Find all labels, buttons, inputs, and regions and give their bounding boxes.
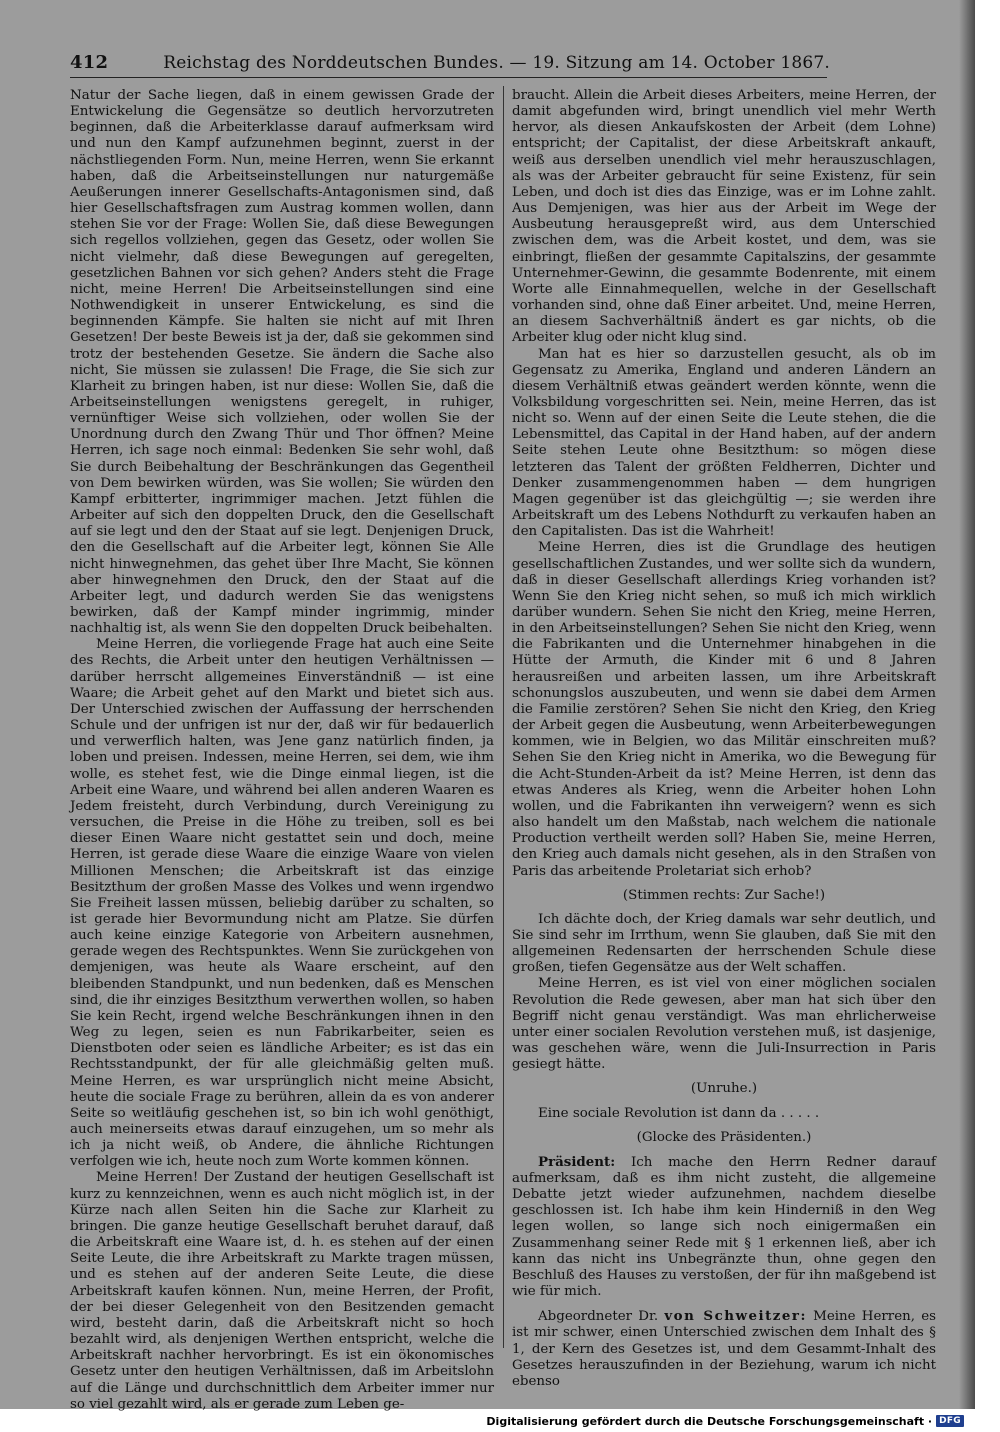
interjection: (Glocke des Präsidenten.) xyxy=(636,1129,812,1145)
paragraph: Natur der Sache liegen, daß in einem gewissen Grade der Entwickelung die Gegensätze so deutlich hervorzutreten beginnen, daß die Arbeiterklasse darauf aufmerksam wird und nun den Kampf aufzunehmen beginnt, zuerst in der nächstliegenden Form. Nun, meine Herren, wenn Sie erkannt haben, daß die Arbeitseinstellungen nur naturgemäße Aeußerungen innerer Gesellschafts-Antagonismen sind, daß hier Gesellschaftsfragen zum Austrag kommen wollen, dann stehen Sie vor der Frage: Wollen Sie, daß diese Bewegungen sich regellos vollziehen, gegen das Gesetz, oder wollen Sie nicht vielmehr, daß diese Bewegungen auf geregelten, gesetzlichen Bahnen vor sich gehen? Anders steht die Frage nicht, meine Herren! Die Arbeitseinstellungen sind eine Nothwendigkeit in unserer Entwickelung, es sind die beginnenden Kämpfe. Sie halten sie nicht auf mit Ihren Gesetzen! Der beste Beweis ist ja der, daß sie gekommen sind trotz der bestehenden Gesetze. Sie ändern die Sache also nicht, Sie müssen sie zulassen! Die Frage, die Sie sich zur Klarheit zu bringen haben, ist nur diese: Wollen Sie, daß die Arbeitseinstellungen wenigstens geregelt, in ruhiger, vernünftiger Weise sich vollziehen, oder wollen Sie der Unordnung durch den Zwang Thür und Thor öffnen? Meine Herren, ich sage noch einmal: Bedenken Sie sehr wohl, daß Sie durch Beibehaltung der Beschränkungen das Gegentheil von Dem bewirken würden, was Sie wollen; Sie würden den Kampf erbitterter, ingrimmiger machen. Jetzt fühlen die Arbeiter auf sich den doppelten Druck, den die Gesellschaft auf sie legt und den der Staat auf sie legt. Denjenigen Druck, den die Gesellschaft auf die Arbeiter legt, können Sie Alle nicht hinwegnehmen, das gehet über Ihre Macht, Sie können aber hinwegnehmen den Druck, den der Staat auf die Arbeiter legt, und dadurch werden Sie das wenigstens bewirken, daß der Kampf minder ingrimmig, minder nachhaltig ist, als wenn Sie den doppelten Druck beibehalten. xyxy=(70,88,494,637)
paragraph: Meine Herren, dies ist die Grundlage des heutigen gesellschaftlichen Zustandes, und wer sollte sich da wundern, daß in dieser Gesellschaft allerdings Krieg vorhanden ist? Wenn Sie den Krieg nicht sehen, so muß ich mich wirklich darüber wundern. Sehen Sie nicht den Krieg, meine Herren, in den Arbeitseinstellungen? Sehen Sie nicht den Krieg, wenn die Fabrikanten und die Unternehmer hinabgehen in die Hütte der Armuth, die Kinder mit 6 und 8 Jahren herausreißen und arbeiten lassen, um ihre Arbeitskraft schonungslos auszubeuten, und wenn sie dabei dem Armen die Familie zerstören? Sehen Sie nicht den Krieg, den Krieg der Arbeit gegen die Ausbeutung, wenn Arbeiterbewegungen kommen, wie in Belgien, wo das Militär einschreiten muß? Sehen Sie den Krieg nicht in Amerika, wo die Bewegung für die Acht-Stunden-Arbeit da ist? Meine Herren, ist denn das etwas Anderes als Krieg, wenn die Arbeiter hohen Lohn wollen, und die Fabrikanten ihn verweigern? wenn es sich also handelt um den Maßstab, nach welchem die nationale Production vertheilt werden soll? Haben Sie, meine Herren, den Krieg auch damals nicht gesehen, als in den Straßen von Paris das arbeitende Proletariat sich erhob? xyxy=(512,540,936,879)
paragraph: Man hat es hier so darzustellen gesucht, als ob im Gegensatz zu Amerika, England und anderen Ländern an diesem Verhältniß etwas geändert werden könnte, wenn die Volksbildung vorgeschritten sei. Nein, meine Herren, das ist nicht so. Wenn auf der einen Seite die Leute stehen, die die Lebensmittel, das Capital in der Hand haben, auf der andern Seite stehen Leute ohne Besitzthum: so mögen diese letzteren das Talent der größten Feldherren, Dichter und Denker zusammengenommen haben — dem hungrigen Magen gegenüber ist das gleichgültig —; sie werden ihre Arbeitskraft um des Lebens Nothdurft zu verkaufen haben an den Capitalisten. Das ist die Wahrheit! xyxy=(512,346,936,540)
interjection: (Stimmen rechts: Zur Sache!) xyxy=(622,887,826,903)
speaker-label: Präsident: xyxy=(538,1153,616,1170)
column-rule xyxy=(503,86,504,1348)
interjection: (Unruhe.) xyxy=(690,1081,758,1097)
paragraph: Meine Herren, die vorliegende Frage hat auch eine Seite des Rechts, die Arbeit unter den heutigen Verhältnissen — darüber herrscht allgemeines Einverständniß — ist eine Waare; die Arbeit gehet auf den Markt und bietet sich aus. Der Unterschied zwischen der Auffassung der herrschenden Schule und der unfrigen ist nur der, daß wir für bedauerlich und verwerflich halten, was Jene ganz natürlich finden, ja loben und preisen. Indessen, meine Herren, sei dem, wie ihm wolle, es stehet fest, wie die Dinge einmal liegen, ist die Arbeit eine Waare, und während bei allen anderen Waaren es Jedem freisteht, durch Verbindung, durch Vereinigung zu versuchen, die Preise in die Höhe zu treiben, soll es bei dieser Einen Waare nicht gestattet sein und doch, meine Herren, ist gerade diese Waare die einzige Waare von vielen Millionen Menschen; die Arbeitskraft ist das einzige Besitzthum der großen Masse des Volkes und wenn irgendwo Sie Freiheit lassen müssen, beliebig darüber zu schalten, so ist gerade hier Bevormundung nicht am Platze. Sie dürfen auch keine einzige Kategorie von Arbeitern ausnehmen, gerade wegen des Rechtspunktes. Wenn Sie zurückgehen von demjenigen, was heute als Waare erscheint, auf den bleibenden Standpunkt, und nun bedenken, daß es Menschen sind, die ihr einziges Besitzthum verwerthen wollen, so haben Sie kein Recht, irgend welche Beschränkungen ihnen in den Weg zu legen, seien es nun Fabrikarbeiter, seien es Dienstboten oder seien es ländliche Arbeiter; es ist das ein Rechtsstandpunkt, der für alle gleichmäßig gelten muß. Meine Herren, es war ursprünglich nicht meine Absicht, heute die sociale Frage zu berühren, allein da es von anderer Seite so weitläufig geschehen ist, so bin ich wohl genöthigt, auch meinerseits etwas darauf einzugehen, um so mehr als ich ja nicht weiß, ob Andere, die ähnliche Richtungen verfolgen wie ich, heute noch zum Worte kommen können. xyxy=(70,637,494,1170)
right-column xyxy=(512,88,936,1389)
statement-text: Ich mache den Herrn Redner darauf aufmerksam, daß es ihm nicht zusteht, die allgemeine Debatte jetzt wieder aufzunehmen, nachdem dieselbe geschlossen ist. Ich habe ihm kein Hinderniß in den Weg legen wollen, so lange sich noch einigermaßen ein Zusammenhang seiner Rede mit § 1 erkennen ließ, aber ich kann das nicht ins Unbegränzte thun, ohne gegen den Beschluß des Hauses zu verstoßen, der für ihn maßgebend ist wie für mich. xyxy=(512,1154,936,1300)
header-title: Reichstag des Norddeutschen Bundes. — 19. Sitzung am 14. October 1867. xyxy=(163,53,830,73)
statement-text: Meine Herren, es ist mir schwer, einen Unterschied zwischen dem Inhalt des § 1, der Kern des Gesetzes ist, und dem Gesammt-Inhalt des Gesetzes herauszufinden in der Beziehung, warum ich nicht ebenso xyxy=(512,1309,936,1389)
speaker-name: von Schweitzer: xyxy=(664,1308,807,1325)
left-column xyxy=(70,88,494,1412)
president-statement xyxy=(512,1154,936,1300)
speaker-prefix: Abgeordneter Dr. xyxy=(538,1309,659,1325)
paragraph: Meine Herren, es ist viel von einer möglichen socialen Revolution die Rede gewesen, aber man hat sich über den Begriff nicht genau verständigt. Was man ehrlicherweise unter einer socialen Revolution verstehen muß, ist dasjenige, was geschehen wäre, wenn die Juli-Insurrection in Paris gesiegt hätte. xyxy=(512,976,936,1073)
paragraph: Meine Herren! Der Zustand der heutigen Gesellschaft ist kurz zu kennzeichnen, wenn es auch nicht möglich ist, in der Kürze nach allen Seiten hin die Sache zur Klarheit zu bringen. Die ganze heutige Gesellschaft beruhet darauf, daß die Arbeitskraft eine Waare ist, d. h. es stehen auf der einen Seite Leute, die ihre Arbeitskraft zu Markte tragen müssen, und es stehen auf der anderen Seite Leute, die diese Arbeitskraft kaufen können. Nun, meine Herren, der Profit, der bei dieser Gelegenheit von den Besitzenden gemacht wird, besteht darin, daß die Arbeitskraft nicht so hoch bezahlt wird, als denjenigen Werthen entspricht, welche die Arbeitskraft nachher hervorbringt. Es ist ein ökonomisches Gesetz unter den heutigen Verhältnissen, daß im Arbeitslohn auf die Länge und durchschnittlich dem Arbeiter immer nur so viel gezahlt wird, als er gerade zum Leben ge- xyxy=(70,1170,494,1412)
footer-text: Digitalisierung gefördert durch die Deutsche Forschungsgemeinschaft · xyxy=(486,1414,933,1428)
running-header xyxy=(70,52,830,74)
paragraph: braucht. Allein die Arbeit dieses Arbeiters, meine Herren, der damit abgefunden wird, bringt unendlich viel mehr Werth hervor, als diesen Ankaufskosten der Arbeit (dem Lohne) entspricht; der Capitalist, der diese Arbeitskraft ankauft, weiß aus derselben unendlich viel mehr herauszuschlagen, als was der Arbeiter gebraucht für seine Existenz, für sein Leben, und doch ist dies das Einzige, was er im Lohne zahlt. Aus Demjenigen, was hier aus der Arbeit im Wege der Ausbeutung herausgepreßt wird, aus dem Unterschied zwischen dem, was die Arbeit kostet, und dem, was sie einbringt, fließen der gesammte Capitalszins, der gesammte Unternehmer-Gewinn, die gesammte Bodenrente, mit einem Worte alle Einnahmequellen, welche in der Gesellschaft vorhanden sind, ohne daß Einer arbeitet. Und, meine Herren, an diesem Sachverhältniß ändert es gar nichts, ob die Arbeiter klug oder nicht klug sind. xyxy=(512,88,936,346)
page-number: 412 xyxy=(70,52,109,73)
paragraph: Eine sociale Revolution ist dann da . . . . . xyxy=(538,1105,820,1121)
dfg-logo: DFG xyxy=(936,1415,964,1427)
paragraph: Ich dächte doch, der Krieg damals war sehr deutlich, und Sie sind sehr im Irrthum, wenn Sie glauben, daß Sie mit den allgemeinen Redensarten der herrschenden Schule diese großen, tiefen Gegensätze aus der Welt schaffen. xyxy=(512,911,936,976)
speaker-statement xyxy=(512,1308,936,1390)
funding-footer xyxy=(486,1412,964,1430)
header-rule xyxy=(70,77,827,78)
